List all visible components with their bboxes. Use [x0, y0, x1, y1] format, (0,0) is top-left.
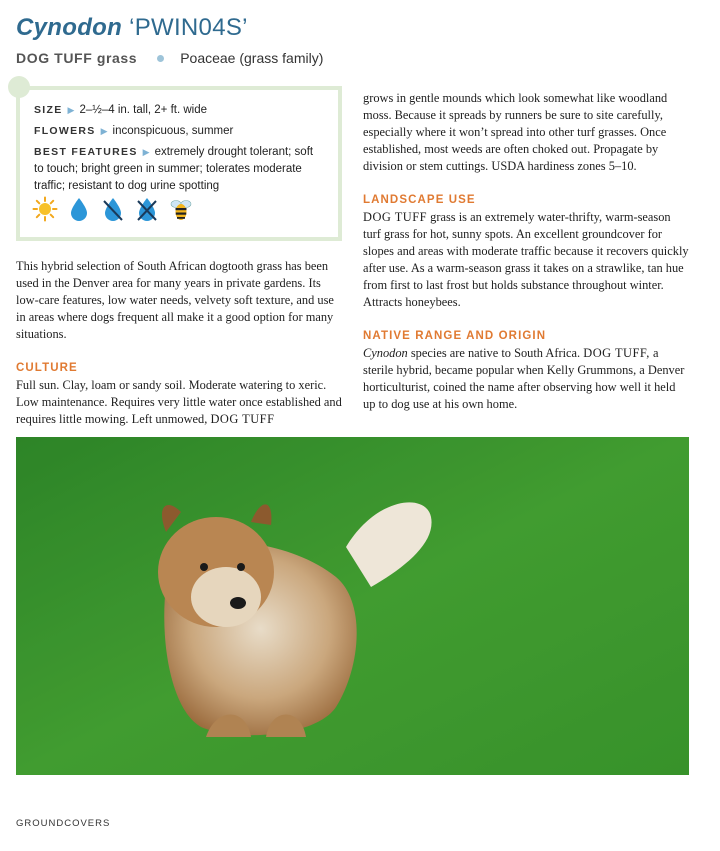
low-water-icon — [100, 196, 126, 222]
landscape-heading: LANDSCAPE USE — [363, 194, 476, 206]
features-value: extremely drought tolerant; soft to touch; bright green in summer; tolerates moderate traffic; resistant to dog urine spotting — [34, 146, 314, 192]
info-box — [16, 86, 342, 241]
landscape-text: grass is an extremely water-thrifty, warm-season turf grass for hot, sunny spots. An excellent groundcover for slopes and areas with moderate traffic because it recovers quickly after use. As a warm-season grass it takes on a strawlike, tan hue from first to last frost but holds substance throughout winter. Attracts honeybees. — [363, 210, 689, 309]
landscape-paragraph — [363, 209, 689, 311]
culture-continued: grows in gentle mounds which look somewhat like woodland moss. Because it spreads by runners be sure to site carefully, especially where it won’t spread into other turf grasses. Once established, most weeds are often choked out. Propagate by division or stem cuttings. USDA hardiness zones 5–10. — [363, 91, 668, 173]
section-footer: GROUNDCOVERS — [16, 818, 111, 829]
arrow-icon: ▶ — [100, 126, 108, 136]
size-row — [34, 102, 207, 119]
info-box-tab — [8, 76, 30, 98]
flowers-value: inconspicuous, summer — [112, 125, 234, 137]
right-column — [363, 90, 689, 413]
brand-name: DOG TUFF, — [583, 346, 650, 360]
cultivar-name: ‘PWIN04S’ — [129, 14, 248, 41]
arrow-icon: ▶ — [142, 147, 150, 157]
features-row — [34, 144, 324, 195]
plant-title — [16, 14, 248, 42]
arrow-icon: ▶ — [67, 105, 75, 115]
family-name: Poaceae (grass family) — [180, 50, 324, 66]
features-label: BEST FEATURES — [34, 146, 138, 158]
genus-name: Cynodon — [363, 346, 408, 360]
genus-name: Cynodon — [16, 14, 123, 41]
culture-text: Full sun. Clay, loam or sandy soil. Moderate watering to xeric. Low maintenance. Requires very little water once established and requires little mowing. Left unmowed, — [16, 378, 342, 426]
flowers-row — [34, 123, 233, 140]
left-column — [16, 258, 344, 428]
separator-dot — [157, 55, 164, 62]
bee-icon — [168, 196, 194, 222]
feature-icons — [32, 196, 198, 222]
water-drop-icon — [66, 196, 92, 222]
flowers-label: FLOWERS — [34, 125, 96, 137]
native-text-1: species are native to South Africa. — [410, 346, 581, 360]
no-water-icon — [134, 196, 160, 222]
culture-paragraph — [16, 377, 344, 428]
native-paragraph — [363, 345, 689, 413]
native-text-2: a sterile hybrid, became popular when Kelly Grummons, a Denver horticulturist, coined the name after observing how well it held up to dog use at his own home. — [363, 346, 685, 411]
intro-paragraph: This hybrid selection of South African dogtooth grass has been used in the Denver area for many years in private gardens. Its low-care features, low water needs, velvety soft texture, and use in areas where dogs frequent all make it a good option for many situations. — [16, 259, 334, 341]
culture-heading: CULTURE — [16, 362, 78, 374]
native-heading: NATIVE RANGE AND ORIGIN — [363, 330, 547, 342]
size-label: SIZE — [34, 104, 63, 116]
dog-on-grass-photo — [16, 437, 689, 775]
brand-name: DOG TUFF — [363, 210, 428, 224]
size-value: 2–½–4 in. tall, 2+ ft. wide — [79, 104, 208, 116]
subtitle — [16, 50, 323, 66]
sun-icon — [32, 196, 58, 222]
common-name: DOG TUFF grass — [16, 50, 138, 66]
brand-name: DOG TUFF — [210, 412, 275, 426]
